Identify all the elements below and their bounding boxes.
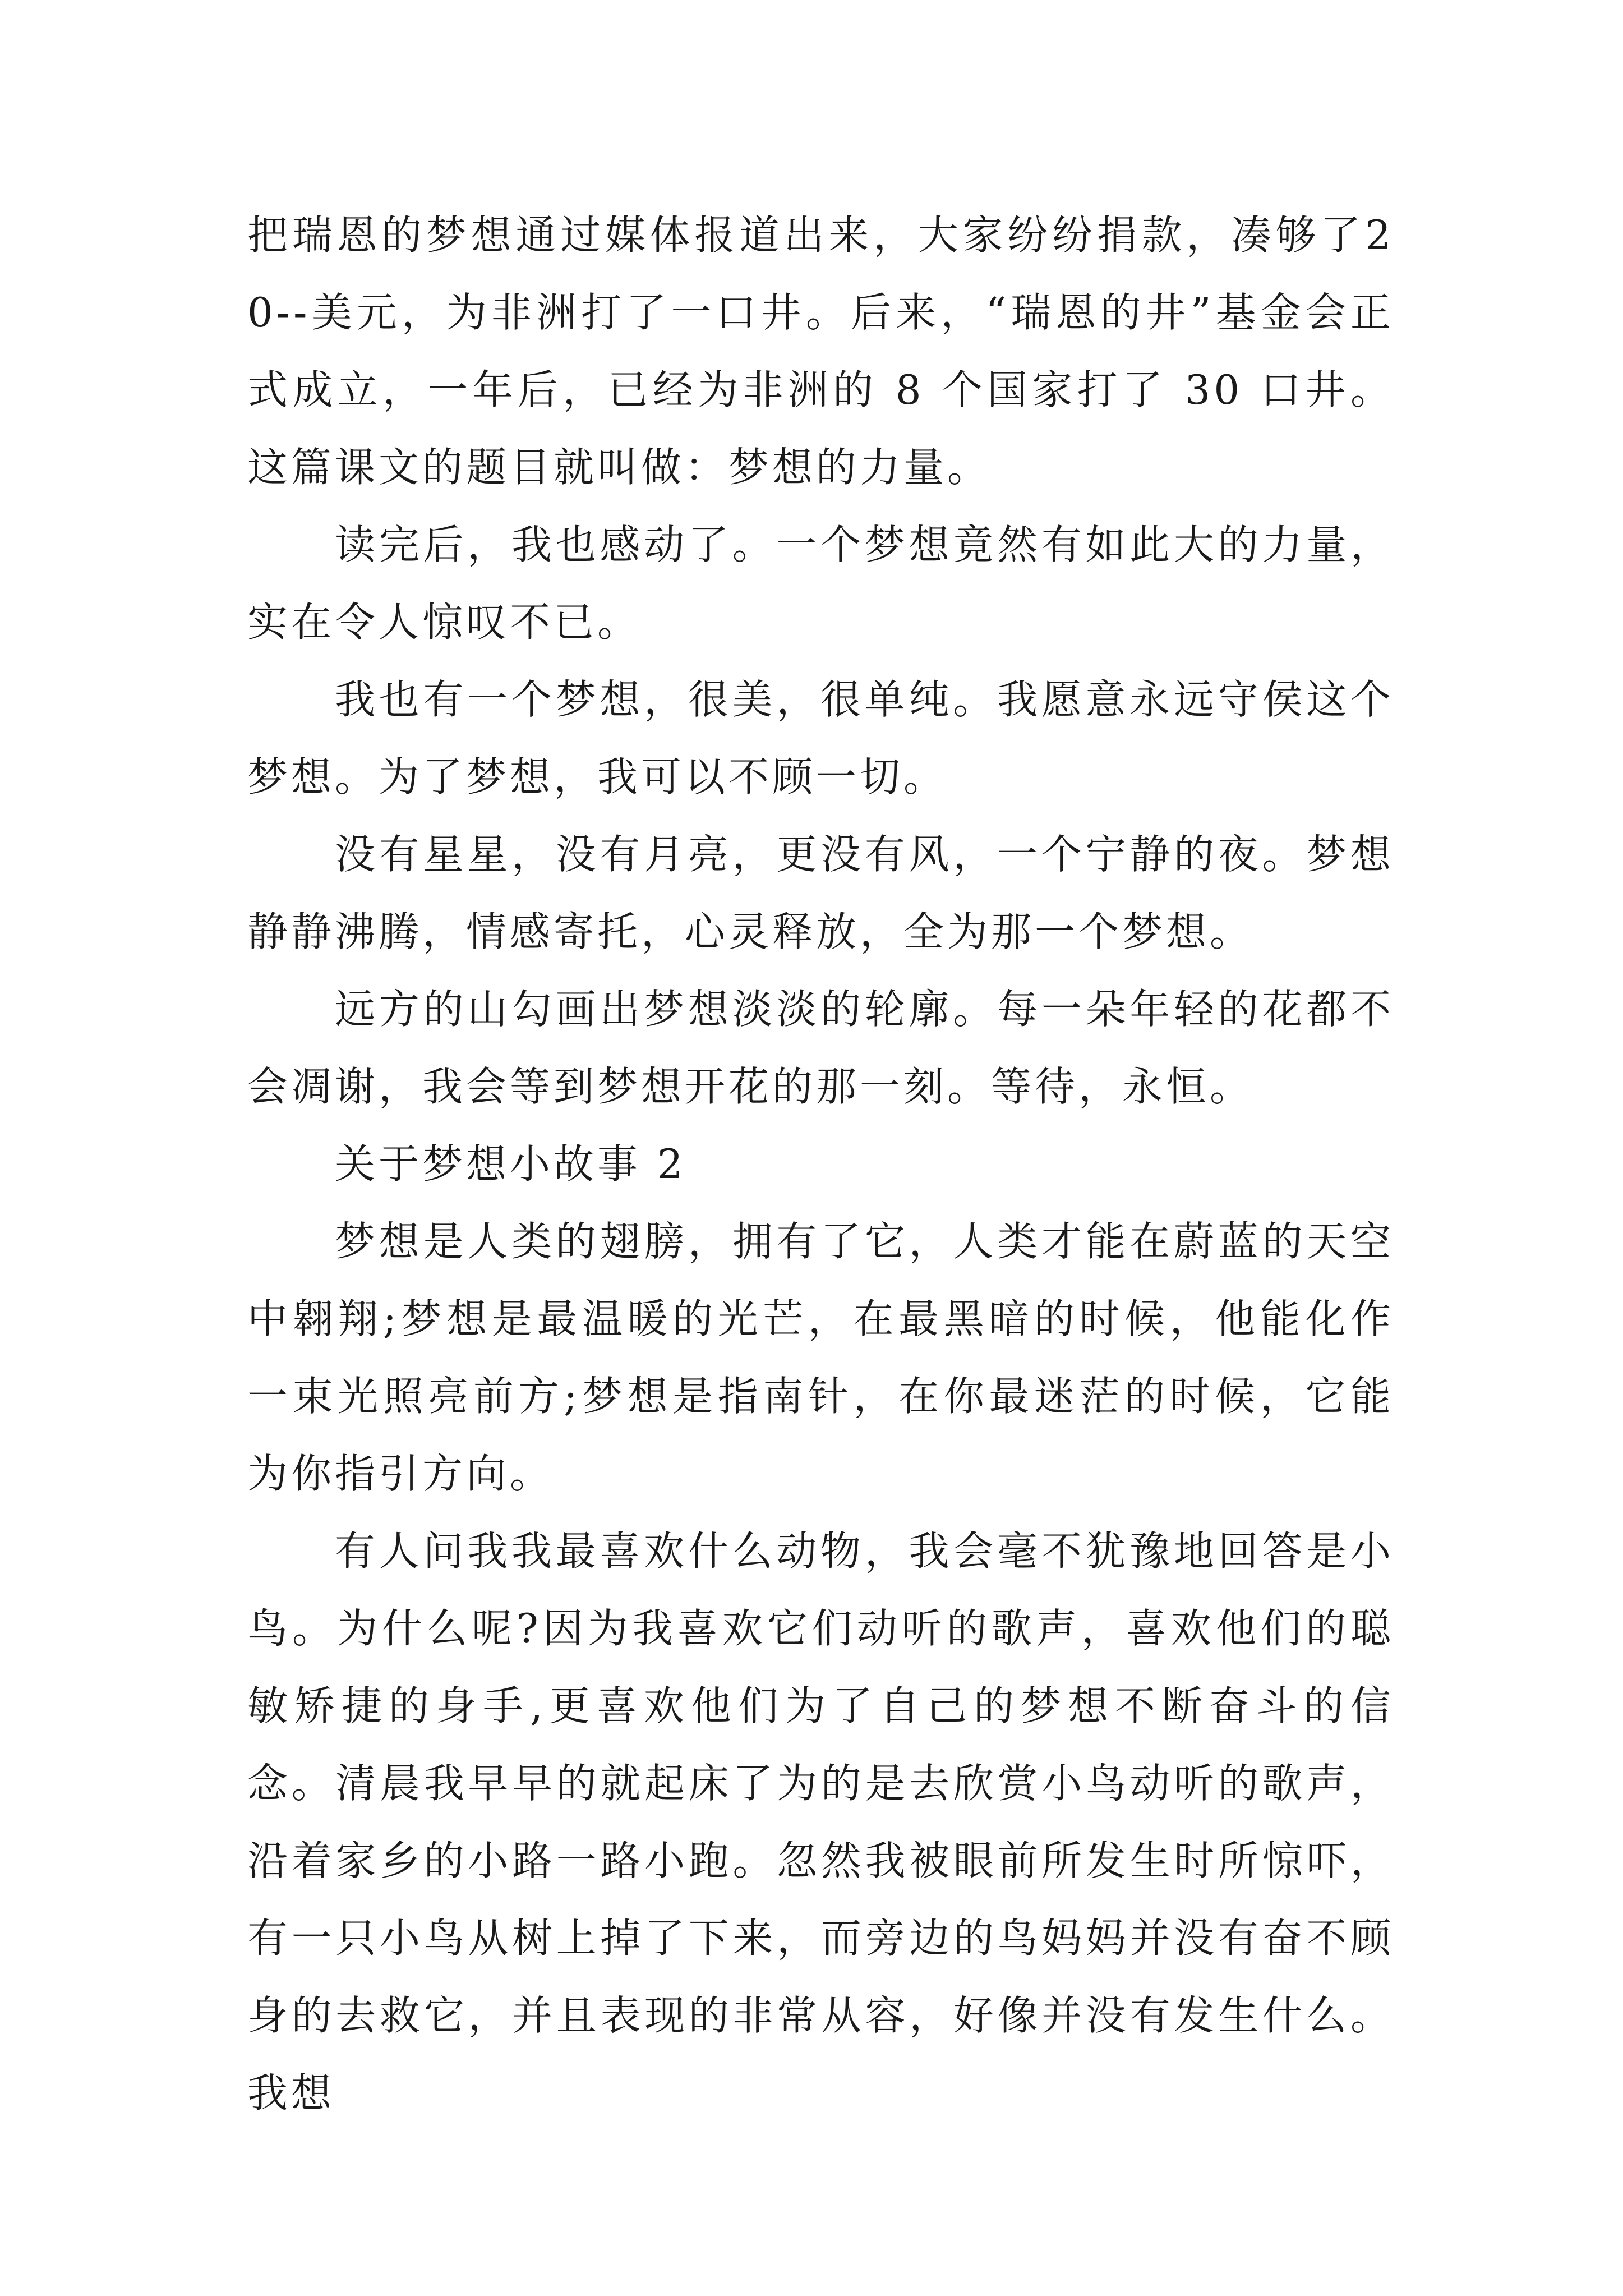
- paragraph-3: 我也有一个梦想，很美，很单纯。我愿意永远守侯这个梦想。为了梦想，我可以不顾一切。: [247, 676, 1394, 800]
- paragraph-1: 把瑞恩的梦想通过媒体报道出来，大家纷纷捐款，凑够了20--美元，为非洲打了一口井。后来，“瑞恩的井”基金会正式成立，一年后，已经为非洲的 8 个国家打了 30 口井。这篇课文的题目就叫做：梦想的力量。: [247, 211, 1394, 491]
- paragraph-6: 梦想是人类的翅膀，拥有了它，人类才能在蔚蓝的天空中翱翔;梦想是最温暖的光芒，在最黑暗的时候，他能化作一束光照亮前方;梦想是指南针，在你最迷茫的时候，它能为你指引方向。: [247, 1218, 1394, 1497]
- paragraph-7: 有人问我我最喜欢什么动物，我会毫不犹豫地回答是小鸟。为什么呢?因为我喜欢它们动听的歌声，喜欢他们的聪敏矫捷的身手,更喜欢他们为了自己的梦想不断奋斗的信念。清晨我早早的就起床了为的是去欣赏小鸟动听的歌声，沿着家乡的小路一路小跑。忽然我被眼前所发生时所惊吓，有一只小鸟从树上掉了下来，而旁边的鸟妈妈并没有奋不顾身的去救它，并且表现的非常从容，好像并没有发生什么。我想: [247, 1527, 1394, 2116]
- paragraph-2: 读完后，我也感动了。一个梦想竟然有如此大的力量，实在令人惊叹不已。: [247, 521, 1394, 646]
- document-body: [247, 196, 1394, 2132]
- section-heading: 关于梦想小故事 2: [335, 1140, 686, 1188]
- paragraph-4: 没有星星，没有月亮，更没有风，一个宁静的夜。梦想静静沸腾，情感寄托，心灵释放，全为那一个梦想。: [247, 831, 1394, 955]
- paragraph-5: 远方的山勾画出梦想淡淡的轮廓。每一朵年轻的花都不会凋谢，我会等到梦想开花的那一刻。等待，永恒。: [247, 986, 1394, 1110]
